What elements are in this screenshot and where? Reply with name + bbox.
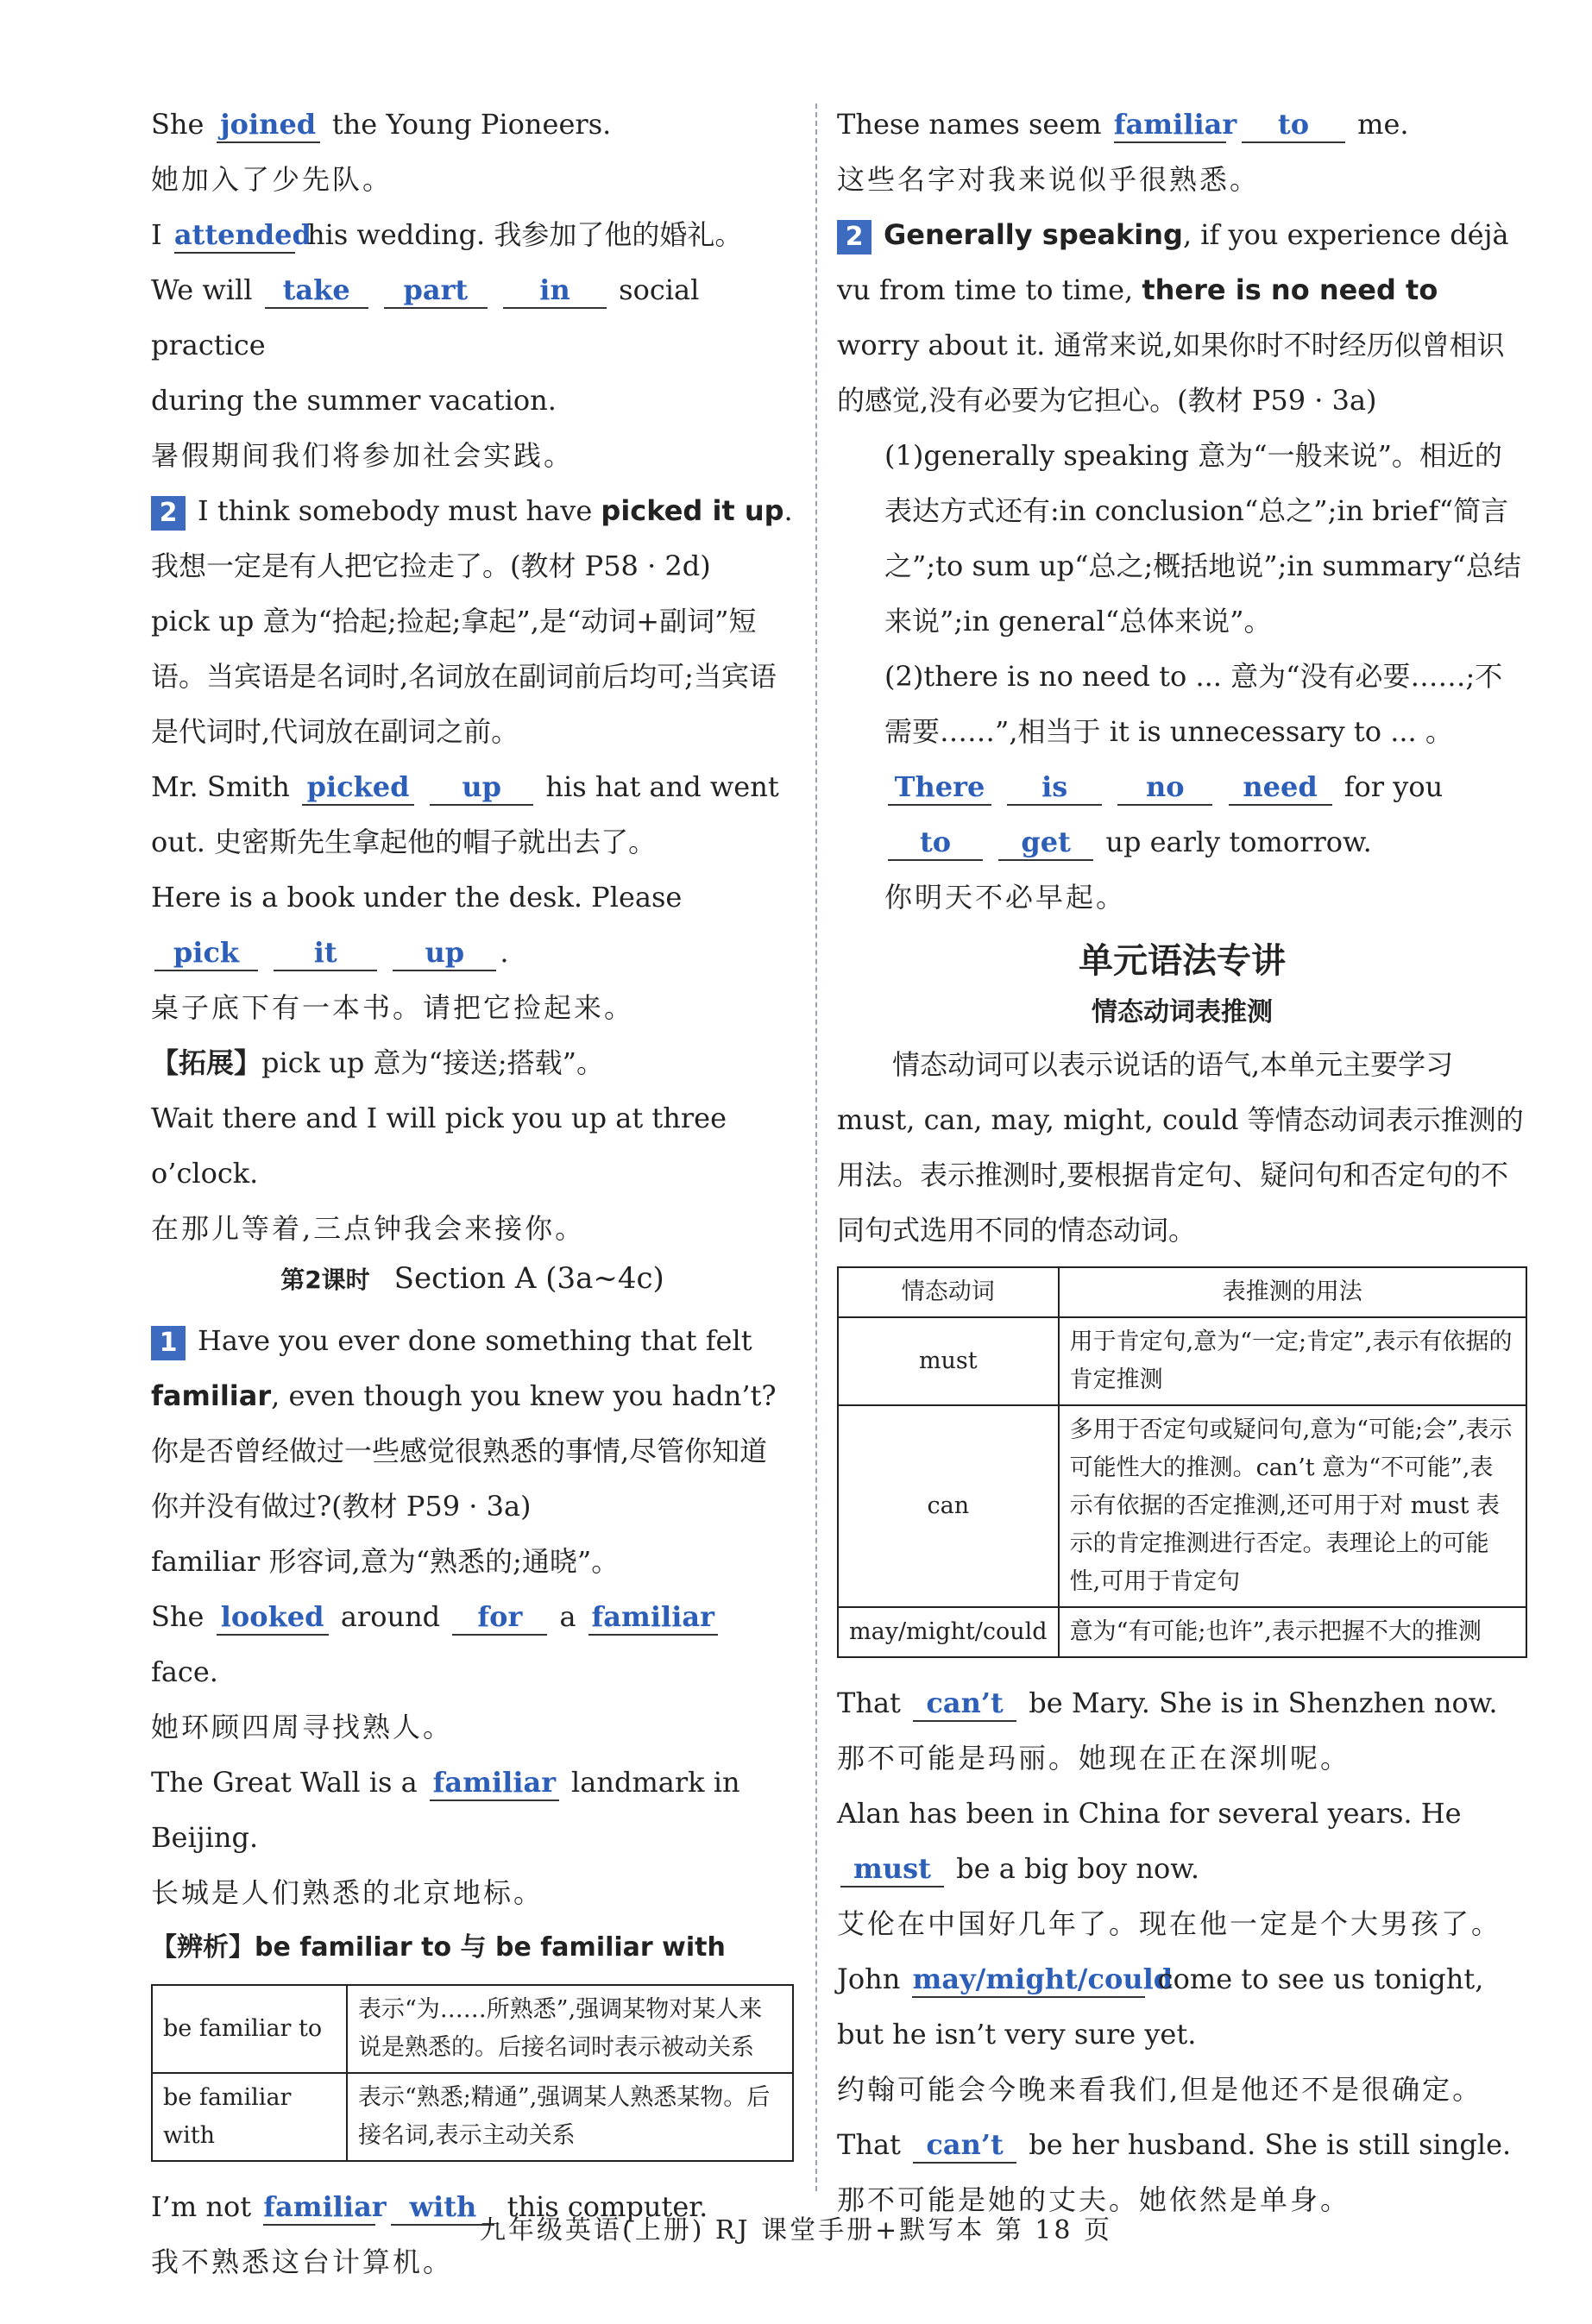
translation: 那不可能是她的丈夫。她依然是单身。 <box>837 2183 1351 2216</box>
item-number-badge: 2 <box>151 496 186 531</box>
example-sentence: These names seem familiar to me. <box>837 97 1527 152</box>
example-sentence: That can’t be Mary. She is in Shenzhen now. <box>837 1675 1527 1730</box>
page-footer: 九年级英语(上册) RJ 课堂手册+默写本 第 18 页 <box>479 2215 1112 2245</box>
answer-blank: need <box>1229 769 1332 806</box>
item-number-badge: 1 <box>151 1326 186 1360</box>
translation: 我不熟悉这台计算机。 <box>151 2245 454 2278</box>
answer-blank: in <box>503 273 607 309</box>
translation: 你明天不必早起。 <box>884 881 1127 914</box>
grammar-intro: 情态动词可以表示说话的语气,本单元主要学习 must, can, may, might, could 等情态动词表示推测的用法。表示推测时,要根据肯定句、疑问句和否定句的不同句式选用不同的情态动词。 <box>837 1048 1524 1247</box>
item-2-sentence: 2 Generally speaking, if you experience déjà vu from time to time, there is no need to worry about it. 通常来说,如果你时不时经历似曾相识的感觉,没有必要为它担心。(教材 P59 · 3a) <box>837 218 1509 417</box>
item-2-sentence: 2 I think somebody must have picked it up. 我想一定是有人把它捡走了。(教材 P58 · 2d) <box>151 494 793 582</box>
table-cell-value: 表示“熟悉;精通”,强调某人熟悉某物。后接名词,表示主动关系 <box>347 2073 793 2161</box>
answer-blank: must <box>840 1851 944 1887</box>
example-sentence: I attended his wedding. 我参加了他的婚礼。 <box>151 207 794 262</box>
answer-blank: familiar <box>430 1765 559 1801</box>
answer-blank: looked <box>217 1599 329 1636</box>
item-1-note: familiar 形容词,意为“熟悉的;通晓”。 <box>151 1545 620 1578</box>
table-row <box>838 1405 1526 1607</box>
answer-blank: with <box>391 2189 494 2226</box>
answer-blank: up <box>393 935 496 971</box>
table-header-cell: 情态动词 <box>838 1267 1059 1317</box>
example-sentence: Wait there and I will pick you up at three o’clock. <box>151 1102 727 1190</box>
answer-blank: it <box>274 935 377 971</box>
example-sentence: That can’t be her husband. She is still single. <box>837 2117 1527 2172</box>
example-sentence: John may/might/could come to see us tonight, but he isn’t very sure yet. <box>837 1963 1484 2051</box>
table-cell-key: may/might/could <box>838 1607 1059 1657</box>
table-header-cell: 表推测的用法 <box>1059 1267 1526 1317</box>
answer-blank: is <box>1007 769 1102 806</box>
answer-blank: part <box>384 273 488 309</box>
answer-blank: familiar <box>588 1599 718 1636</box>
item-2-note: pick up 意为“拾起;捡起;拿起”,是“动词+副词”短语。当宾语是名词时,名词放在副词前后均可;当宾语是代词时,代词放在副词之前。 <box>151 605 777 748</box>
answer-blank: can’t <box>913 2127 1016 2164</box>
column-divider <box>815 104 817 2191</box>
table-cell-key: must <box>838 1317 1059 1405</box>
lesson-header: 第2课时 Section A (3a~4c) <box>280 1261 664 1296</box>
table-cell-value: 用于肯定句,意为“一定;肯定”,表示有依据的肯定推测 <box>1059 1317 1526 1405</box>
table-cell-key: be familiar with <box>152 2073 347 2161</box>
item-number-badge: 2 <box>837 220 872 254</box>
answer-blank: get <box>998 825 1093 861</box>
example-sentence: Here is a book under the desk. Please pick it up . <box>151 870 794 980</box>
answer-blank: joined <box>217 107 320 143</box>
modal-verbs-table <box>837 1266 1527 1658</box>
example-sentence: Mr. Smith picked up his hat and went out. 史密斯先生拿起他的帽子就出去了。 <box>151 770 779 858</box>
answer-blank: for <box>452 1599 547 1636</box>
example-sentence: Alan has been in China for several years. He must be a big boy now. <box>837 1786 1527 1896</box>
translation: 那不可能是玛丽。她现在正在深圳呢。 <box>837 1742 1351 1774</box>
table-row <box>152 1985 793 2073</box>
table-cell-key: be familiar to <box>152 1985 347 2073</box>
note-2: (2)there is no need to ... 意为“没有必要……;不需要……”,相当于 it is unnecessary to ... 。 <box>884 660 1503 748</box>
note-1: (1)generally speaking 意为“一般来说”。相近的表达方式还有:in conclusion“总之”;in brief“简言之”;to sum up“总之;概括地说”;in summary“总结来说”;in general“总体来说”。 <box>884 439 1521 638</box>
right-column <box>837 97 1527 2227</box>
translation: 暑假期间我们将参加社会实践。 <box>151 439 575 472</box>
example-sentence: We will take part in social practice <box>151 273 700 361</box>
extension-note: 【拓展】pick up 意为“接送;搭载”。 <box>151 1046 604 1079</box>
translation: 她环顾四周寻找熟人。 <box>151 1711 454 1743</box>
answer-blank: familiar <box>263 2189 375 2226</box>
translation: 桌子底下有一本书。请把它捡起来。 <box>151 991 635 1024</box>
table-row <box>838 1607 1526 1657</box>
example-sentence: There is no need for you to get up early tomorrow. <box>837 759 1527 870</box>
answer-blank: pick <box>154 935 258 971</box>
answer-blank: no <box>1117 769 1212 806</box>
answer-blank: may/might/could <box>912 1962 1145 1998</box>
unit-grammar-title: 单元语法专讲 <box>1079 941 1286 981</box>
answer-blank: can’t <box>913 1686 1016 1722</box>
translation: 约翰可能会今晚来看我们,但是他还不是很确定。 <box>837 2073 1483 2106</box>
example-sentence: She looked around for a familiar face. <box>151 1589 794 1699</box>
answer-blank: to <box>888 825 983 861</box>
answer-blank: take <box>265 273 368 309</box>
comparison-table <box>151 1984 794 2162</box>
item-1-sentence: 1 Have you ever done something that felt familiar, even though you knew you hadn’t? 你是否曾经做过一些感觉很熟悉的事情,尽管你知道你并没有做过?(教材 P59 · 3a) <box>151 1324 777 1523</box>
translation: 这些名字对我来说似乎很熟悉。 <box>837 163 1261 196</box>
example-sentence: during the summer vacation. <box>151 384 557 417</box>
answer-blank: attended <box>174 217 295 254</box>
table-cell-value: 多用于否定句或疑问句,意为“可能;会”,表示可能性大的推测。can’t 意为“不可能”,表示有依据的否定推测,还可用于对 must 表示的肯定推测进行否定。表理论上的可能性,可用于肯定句 <box>1059 1405 1526 1607</box>
table-row <box>838 1317 1526 1405</box>
answer-blank: up <box>430 769 533 806</box>
example-sentence: I’m not familiar with this computer. <box>151 2179 794 2234</box>
example-sentence: The Great Wall is a familiar landmark in Beijing. <box>151 1766 740 1854</box>
translation: 在那儿等着,三点钟我会来接你。 <box>151 1212 586 1245</box>
answer-blank: familiar <box>1114 107 1226 143</box>
translation: 艾伦在中国好几年了。现在他一定是个大男孩了。 <box>837 1907 1502 1940</box>
answer-blank: There <box>888 769 991 806</box>
table-cell-key: can <box>838 1405 1059 1607</box>
table-cell-value: 意为“有可能;也许”,表示把握不大的推测 <box>1059 1607 1526 1657</box>
example-sentence: She joined the Young Pioneers. <box>151 97 794 152</box>
table-header-row <box>838 1267 1526 1317</box>
analysis-title: 【辨析】be familiar to 与 be familiar with <box>151 1932 726 1963</box>
table-cell-value: 表示“为……所熟悉”,强调某物对某人来说是熟悉的。后接名词时表示被动关系 <box>347 1985 793 2073</box>
grammar-subtitle: 情态动词表推测 <box>1092 997 1273 1027</box>
translation: 长城是人们熟悉的北京地标。 <box>151 1876 544 1909</box>
left-column <box>151 97 794 2289</box>
answer-blank: to <box>1242 107 1345 143</box>
table-row <box>152 2073 793 2161</box>
translation: 她加入了少先队。 <box>151 163 393 196</box>
answer-blank: picked <box>302 769 414 806</box>
